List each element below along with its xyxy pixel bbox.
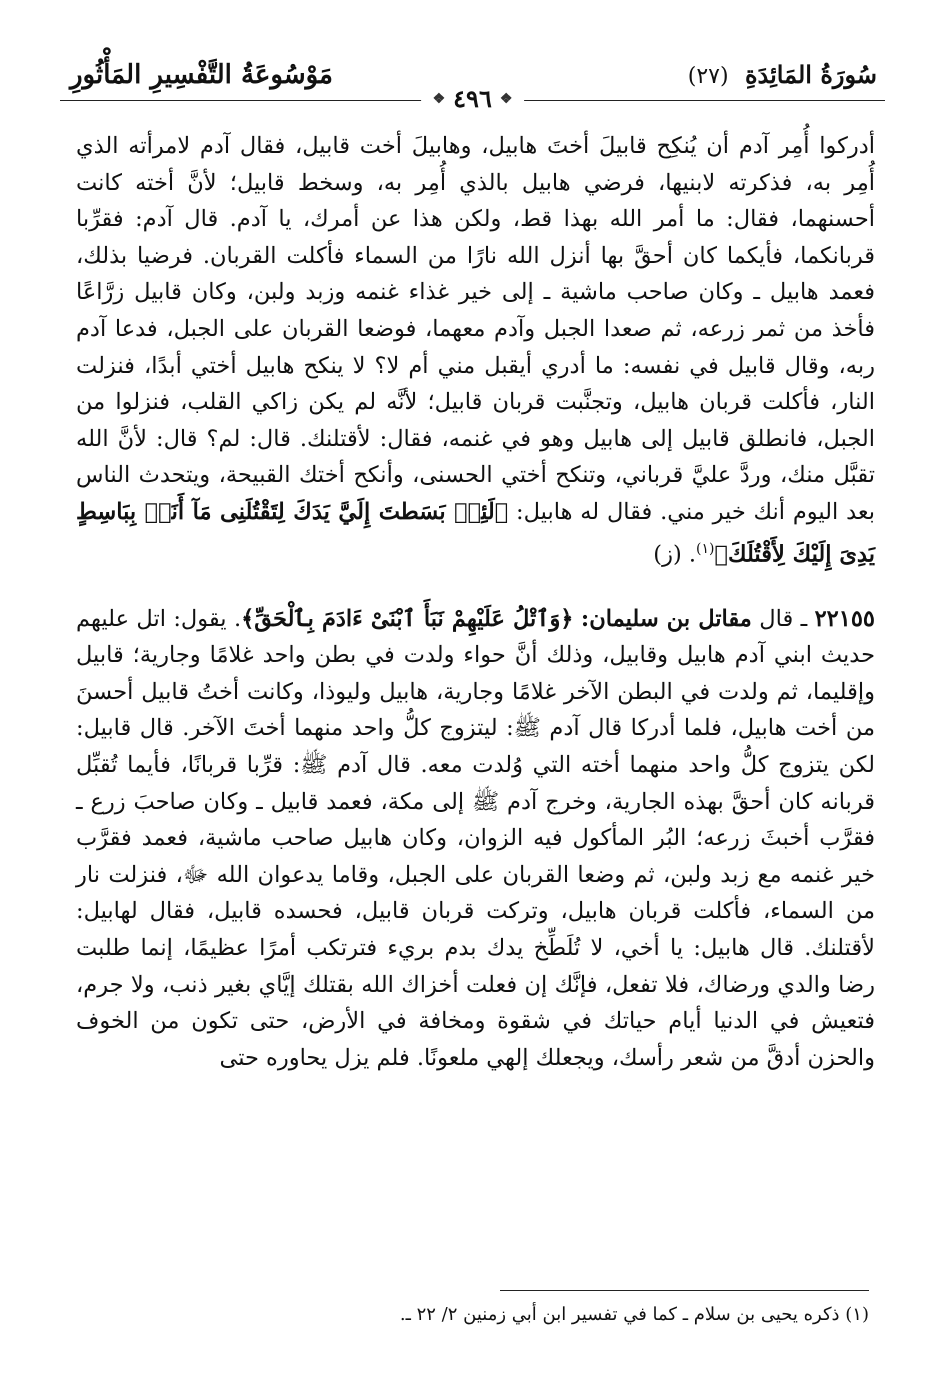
book-title: مَوْسُوعَةُ التَّفْسِيرِ المَأْثُورِ [70,60,333,90]
intro-text: ـ قال [759,605,808,632]
footnote-marker: (١) [696,540,715,557]
narrator-name: مقاتل بن سليمان: [580,605,752,632]
surah-name: سُورَةُ المَائِدَةِ [744,60,877,89]
page-number: ٤٩٦ [453,84,492,113]
footnote: (١) ذكره يحيى بن سلام ـ كما في تفسير ابن أبي زمنين ٢/ ٢٢ ـ. [399,1304,869,1325]
page-header [60,56,885,112]
surah-number: (٢٧) [687,64,729,89]
ornament-icon: ❖ [499,90,513,107]
hadith-entry [76,601,875,1077]
main-text [76,128,875,1076]
source-tag: . (ز) [653,541,697,568]
paragraph-continuation [76,128,875,573]
surah-title [688,60,877,89]
paragraph-text: . يقول: اتل عليهم حديث ابني آدم هابيل وقابيل، وذلك أنَّ حواء ولدت في بطن واحد غلامًا وجارية؛ قابيل وإقليما، ثم ولدت في البطن الآخر غلامًا وجارية، هابيل وليوذا، وكانت أختُ قابيل أحسنَ من أخت هابيل، فلما أدركا قال آدم ﷺ: ليتزوج كلُّ واحد منهما أختَ الآخر. قال قابيل: لكن يتزوج كلُّ واحد منهما أخته التي وُلدت معه. قال آدم ﷺ: قرِّبا قربانًا، فأيما تُقبِّل قربانه كان أحقَّ بهذه الجارية، وخرج آدم ﷺ إلى مكة، فعمد قابيل ـ وكان صاحبَ زرع ـ فقرَّب أخبثَ زرعه؛ البُر المأكول فيه الزوان، وكان هابيل صاحب ماشية، فعمد فقرَّب خير غنمه مع زبد ولبن، ثم وضعا القربان على الجبل، وقاما يدعوان الله ﷻ، فنزلت نار من السماء، فأكلت قربان هابيل، وتركت قربان قابيل، فحسده قابيل، فقال لهابيل: لأقتلنك. قال هابيل: يا أخي، لا تُلَطِّخ يدك بدم بريء فترتكب أمرًا عظيمًا، إنما طلبت رضا والدي ورضاك، فلا تفعل، فإنَّك إن فعلت أخزاك الله بقتلك إيَّاي بغير ذنب، ولا جرم، فتعيش في الدنيا أيام حياتك في شقوة ومخافة في الأرض، حتى تكون من الخوف والحزن أدقَّ من شعر رأسك، ويجعلك إلهي ملعونًا. فلم يزل يحاوره حتى [76,605,875,1071]
footnote-rule [500,1290,869,1291]
quran-verse: ﴿لَئِنۢ بَسَطتَ إِلَيَّ يَدَكَ لِتَقْتُلَنِى مَآ أَنَا۠ بِبَاسِطٍ يَدِىَ إِلَيْكَ لِأَقْتُلَكَ﴾ [76,498,875,568]
paragraph-text: أدركوا أُمِر آدم أن يُنكِح قابيلَ أختَ هابيل، وهابيلَ أخت قابيل، فقال آدم لامرأته الذي أُمِر به، فذكرته لابنيها، فرضي هابيل بالذي أُمِر به، وسخط قابيل؛ لأنَّ أخته كانت أحسنهما، فقال: ما أمر الله بهذا قط، ولكن هذا عن أمرك، يا آدم. قال آدم: فقرِّبا قربانكما، فأيكما كان أحقَّ بها أنزل الله نارًا من السماء فأكلت القربان. فرضيا بذلك، فعمد هابيل ـ وكان صاحب ماشية ـ إلى خير غذاء غنمه وزبد ولبن، وكان قابيل زرَّاعًا فأخذ من ثمر زرعه، ثم صعدا الجبل وآدم معهما، فوضعا القربان على الجبل، فدعا آدم ربه، وقال قابيل في نفسه: ما أدري أيقبل مني أم لا؟ لا ينكح هابيل أختي أبدًا، فنزلت النار، فأكلت قربان هابيل، وتجنَّبت قربان قابيل؛ لأنَّه لم يكن زاكي القلب، فنزلوا من الجبل، فانطلق قابيل إلى هابيل وهو في غنمه، فقال: لأقتلنك. قال: لم؟ قال: لأنَّ الله تقبَّل منك، وردَّ عليَّ قرباني، وتنكح أختي الحسنى، وأنكح أختك القبيحة، ويتحدث الناس بعد اليوم أنك خير مني. فقال له هابيل: [76,133,876,525]
quran-verse: ﴿وَٱتْلُ عَلَيْهِمْ نَبَأَ ٱبْنَىْ ءَادَمَ بِٱلْحَقِّ﴾ [241,605,574,632]
page-number-box [421,84,525,113]
hadith-number: ٢٢١٥٥ [814,605,876,632]
ornament-icon: ❖ [432,90,446,107]
